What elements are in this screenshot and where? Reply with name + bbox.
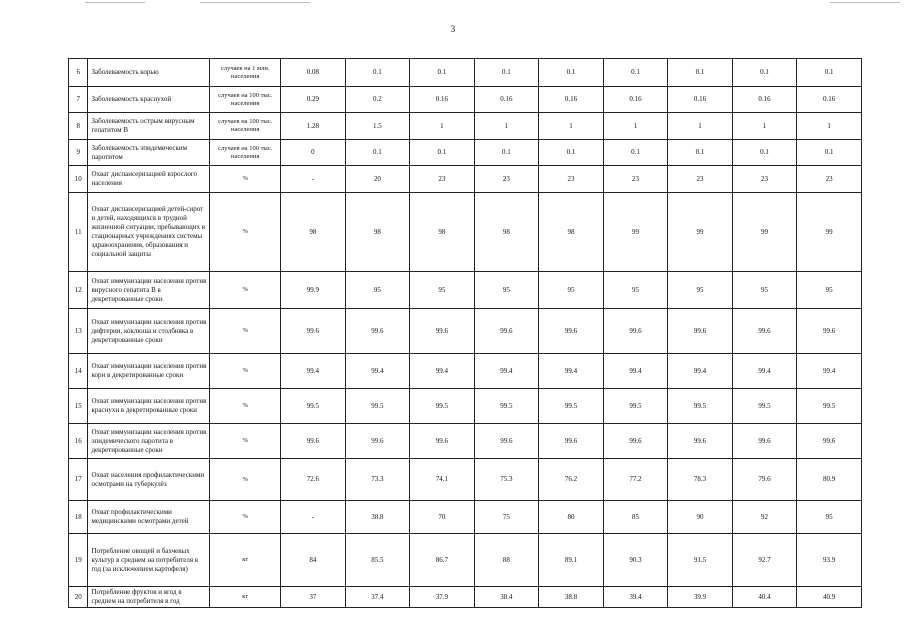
value-cell: 80.9: [797, 459, 862, 501]
value-cell: 99.5: [539, 389, 604, 424]
value-cell: 95: [797, 501, 862, 534]
value-cell: 77.2: [603, 459, 668, 501]
value-cell: 0.1: [345, 59, 410, 87]
value-cell: 37: [281, 587, 346, 608]
value-cell: 23: [410, 166, 475, 193]
value-cell: 99.6: [410, 309, 475, 354]
unit-cell: случаев на 100 тыс. населения: [210, 140, 281, 166]
indicator-name: Охват иммунизации населения против кори в декретированные сроки: [88, 354, 210, 389]
value-cell: 76.2: [539, 459, 604, 501]
value-cell: 79.6: [732, 459, 797, 501]
table-row: [69, 193, 862, 272]
row-number: 14: [69, 354, 88, 389]
value-cell: 38.8: [539, 587, 604, 608]
row-number: 17: [69, 459, 88, 501]
value-cell: 89.1: [539, 534, 604, 587]
table-row: [69, 389, 862, 424]
value-cell: 1: [797, 113, 862, 140]
unit-cell: %: [210, 501, 281, 534]
unit-cell: случаев на 100 тыс. населения: [210, 87, 281, 113]
unit-cell: %: [210, 424, 281, 459]
table-row: [69, 459, 862, 501]
value-cell: 98: [539, 193, 604, 272]
value-cell: 99.6: [668, 424, 733, 459]
value-cell: 1: [603, 113, 668, 140]
row-number: 16: [69, 424, 88, 459]
value-cell: 75.3: [474, 459, 539, 501]
value-cell: 40.9: [797, 587, 862, 608]
scan-artifact: [85, 2, 145, 3]
indicator-name: Заболеваемость корью: [88, 59, 210, 87]
value-cell: 99.6: [474, 424, 539, 459]
value-cell: 0.1: [732, 59, 797, 87]
value-cell: 0.16: [797, 87, 862, 113]
table-row: [69, 501, 862, 534]
value-cell: 92.7: [732, 534, 797, 587]
value-cell: 23: [603, 166, 668, 193]
value-cell: 99.5: [668, 389, 733, 424]
value-cell: 20: [345, 166, 410, 193]
unit-cell: %: [210, 354, 281, 389]
table-row: [69, 59, 862, 87]
value-cell: 0.16: [732, 87, 797, 113]
value-cell: 38.8: [345, 501, 410, 534]
value-cell: 0.1: [668, 140, 733, 166]
value-cell: 1: [668, 113, 733, 140]
value-cell: 0.1: [539, 59, 604, 87]
value-cell: 85: [603, 501, 668, 534]
value-cell: 0.29: [281, 87, 346, 113]
indicator-name: Охват иммунизации населения против краснухи в декретированные сроки: [88, 389, 210, 424]
value-cell: -: [281, 501, 346, 534]
value-cell: 23: [539, 166, 604, 193]
value-cell: 99.4: [474, 354, 539, 389]
indicator-name: Охват иммунизации населения против эпидемического паротита в декретированные сроки: [88, 424, 210, 459]
value-cell: 99.6: [797, 424, 862, 459]
value-cell: 99.6: [281, 309, 346, 354]
value-cell: 90: [668, 501, 733, 534]
value-cell: 99.4: [281, 354, 346, 389]
value-cell: 23: [668, 166, 733, 193]
value-cell: 99.6: [797, 309, 862, 354]
table-row: [69, 424, 862, 459]
value-cell: 0.08: [281, 59, 346, 87]
value-cell: 99.6: [345, 309, 410, 354]
table-row: [69, 309, 862, 354]
value-cell: 99.4: [668, 354, 733, 389]
value-cell: 99.4: [345, 354, 410, 389]
value-cell: 95: [539, 272, 604, 309]
value-cell: 98: [474, 193, 539, 272]
value-cell: 99.5: [603, 389, 668, 424]
value-cell: 0.1: [797, 140, 862, 166]
value-cell: 0.1: [539, 140, 604, 166]
value-cell: 1.28: [281, 113, 346, 140]
unit-cell: случаев на 100 тыс. населения: [210, 113, 281, 140]
value-cell: 99.4: [603, 354, 668, 389]
value-cell: 99.5: [345, 389, 410, 424]
value-cell: 99.6: [732, 309, 797, 354]
value-cell: 23: [797, 166, 862, 193]
row-number: 12: [69, 272, 88, 309]
value-cell: 0.16: [474, 87, 539, 113]
value-cell: 0.16: [410, 87, 475, 113]
indicator-name: Заболеваемость эпидемическим паротитом: [88, 140, 210, 166]
value-cell: 95: [345, 272, 410, 309]
row-number: 8: [69, 113, 88, 140]
indicator-name: Заболеваемость острым вирусным гепатитом В: [88, 113, 210, 140]
indicator-name: Заболеваемость краснухой: [88, 87, 210, 113]
scan-artifact: [200, 2, 310, 3]
table-row: [69, 113, 862, 140]
row-number: 20: [69, 587, 88, 608]
value-cell: 99: [732, 193, 797, 272]
page-number: 3: [450, 24, 456, 34]
table-row: [69, 166, 862, 193]
value-cell: 75: [474, 501, 539, 534]
value-cell: 90.3: [603, 534, 668, 587]
value-cell: 99.5: [732, 389, 797, 424]
value-cell: 98: [281, 193, 346, 272]
indicator-name: Охват диспансеризацией взрослого населения: [88, 166, 210, 193]
value-cell: 38.4: [474, 587, 539, 608]
value-cell: 0.1: [603, 59, 668, 87]
table-row: [69, 354, 862, 389]
value-cell: 91.5: [668, 534, 733, 587]
value-cell: 0.1: [410, 140, 475, 166]
row-number: 10: [69, 166, 88, 193]
value-cell: 99.5: [474, 389, 539, 424]
value-cell: 0.1: [474, 140, 539, 166]
indicator-name: Потребление фруктов и ягод в среднем на потребителя в год: [88, 587, 210, 608]
row-number: 18: [69, 501, 88, 534]
table-row: [69, 140, 862, 166]
value-cell: 0.1: [474, 59, 539, 87]
indicator-name: Охват иммунизации населения против вирусного гепатита В в декретированные сроки: [88, 272, 210, 309]
value-cell: 99.6: [539, 424, 604, 459]
value-cell: 1: [732, 113, 797, 140]
value-cell: 95: [732, 272, 797, 309]
indicator-name: Охват диспансеризацией детей-сирот и детей, находящихся в трудной жизненной ситуации, пребывающих в стационарных учреждениях системы здравоохранения, образования и социальной защиты: [88, 193, 210, 272]
unit-cell: %: [210, 459, 281, 501]
value-cell: 99.9: [281, 272, 346, 309]
indicator-name: Потребление овощей и бахчевых культур в среднем на потребителя в год (за исключением картофеля): [88, 534, 210, 587]
unit-cell: %: [210, 389, 281, 424]
unit-cell: %: [210, 193, 281, 272]
value-cell: 95: [410, 272, 475, 309]
value-cell: 99: [603, 193, 668, 272]
value-cell: 99.6: [539, 309, 604, 354]
row-number: 9: [69, 140, 88, 166]
value-cell: 0.2: [345, 87, 410, 113]
value-cell: 80: [539, 501, 604, 534]
value-cell: 98: [345, 193, 410, 272]
value-cell: 99.6: [410, 424, 475, 459]
value-cell: 99.5: [410, 389, 475, 424]
value-cell: 99.4: [797, 354, 862, 389]
value-cell: 40.4: [732, 587, 797, 608]
value-cell: 1: [539, 113, 604, 140]
value-cell: 99.5: [797, 389, 862, 424]
value-cell: 0.16: [668, 87, 733, 113]
unit-cell: %: [210, 272, 281, 309]
unit-cell: %: [210, 309, 281, 354]
table-row: [69, 272, 862, 309]
row-number: 13: [69, 309, 88, 354]
value-cell: 99.5: [281, 389, 346, 424]
value-cell: 98: [410, 193, 475, 272]
value-cell: 84: [281, 534, 346, 587]
value-cell: 99.6: [345, 424, 410, 459]
scan-artifact: [830, 2, 900, 3]
value-cell: 95: [668, 272, 733, 309]
value-cell: 99: [797, 193, 862, 272]
value-cell: 99.6: [474, 309, 539, 354]
row-number: 6: [69, 59, 88, 87]
value-cell: 1: [474, 113, 539, 140]
value-cell: 99.6: [603, 424, 668, 459]
value-cell: 99.4: [732, 354, 797, 389]
value-cell: 93.9: [797, 534, 862, 587]
value-cell: 0.16: [603, 87, 668, 113]
value-cell: 99: [668, 193, 733, 272]
unit-cell: случаев на 1 млн. населения: [210, 59, 281, 87]
value-cell: 85.5: [345, 534, 410, 587]
indicator-name: Охват иммунизации населения против дифтерии, коклюша и столбняка в декретированные сроки: [88, 309, 210, 354]
value-cell: 0.1: [603, 140, 668, 166]
row-number: 7: [69, 87, 88, 113]
row-number: 15: [69, 389, 88, 424]
value-cell: 99.4: [539, 354, 604, 389]
value-cell: 0.1: [410, 59, 475, 87]
value-cell: -: [281, 166, 346, 193]
value-cell: 23: [732, 166, 797, 193]
value-cell: 0.1: [668, 59, 733, 87]
value-cell: 70: [410, 501, 475, 534]
value-cell: 1.5: [345, 113, 410, 140]
unit-cell: %: [210, 166, 281, 193]
value-cell: 95: [474, 272, 539, 309]
value-cell: 39.9: [668, 587, 733, 608]
value-cell: 37.4: [345, 587, 410, 608]
value-cell: 99.4: [410, 354, 475, 389]
value-cell: 86.7: [410, 534, 475, 587]
table-row: [69, 87, 862, 113]
value-cell: 37.9: [410, 587, 475, 608]
row-number: 19: [69, 534, 88, 587]
value-cell: 99.6: [281, 424, 346, 459]
value-cell: 0.1: [345, 140, 410, 166]
value-cell: 92: [732, 501, 797, 534]
indicator-name: Охват профилактическими медицинскими осмотрами детей: [88, 501, 210, 534]
value-cell: 95: [797, 272, 862, 309]
value-cell: 0.1: [732, 140, 797, 166]
value-cell: 74.1: [410, 459, 475, 501]
value-cell: 88: [474, 534, 539, 587]
table-row: [69, 534, 862, 587]
table-row: [69, 587, 862, 608]
value-cell: 78.3: [668, 459, 733, 501]
value-cell: 73.3: [345, 459, 410, 501]
value-cell: 39.4: [603, 587, 668, 608]
value-cell: 99.6: [603, 309, 668, 354]
value-cell: 0: [281, 140, 346, 166]
unit-cell: кг: [210, 534, 281, 587]
value-cell: 99.6: [668, 309, 733, 354]
value-cell: 95: [603, 272, 668, 309]
indicators-table: [68, 58, 862, 608]
value-cell: 0.16: [539, 87, 604, 113]
value-cell: 0.1: [797, 59, 862, 87]
unit-cell: кг: [210, 587, 281, 608]
indicator-name: Охват населения профилактическими осмотрами на туберкулёз: [88, 459, 210, 501]
value-cell: 99.6: [732, 424, 797, 459]
row-number: 11: [69, 193, 88, 272]
value-cell: 23: [474, 166, 539, 193]
value-cell: 1: [410, 113, 475, 140]
value-cell: 72.6: [281, 459, 346, 501]
